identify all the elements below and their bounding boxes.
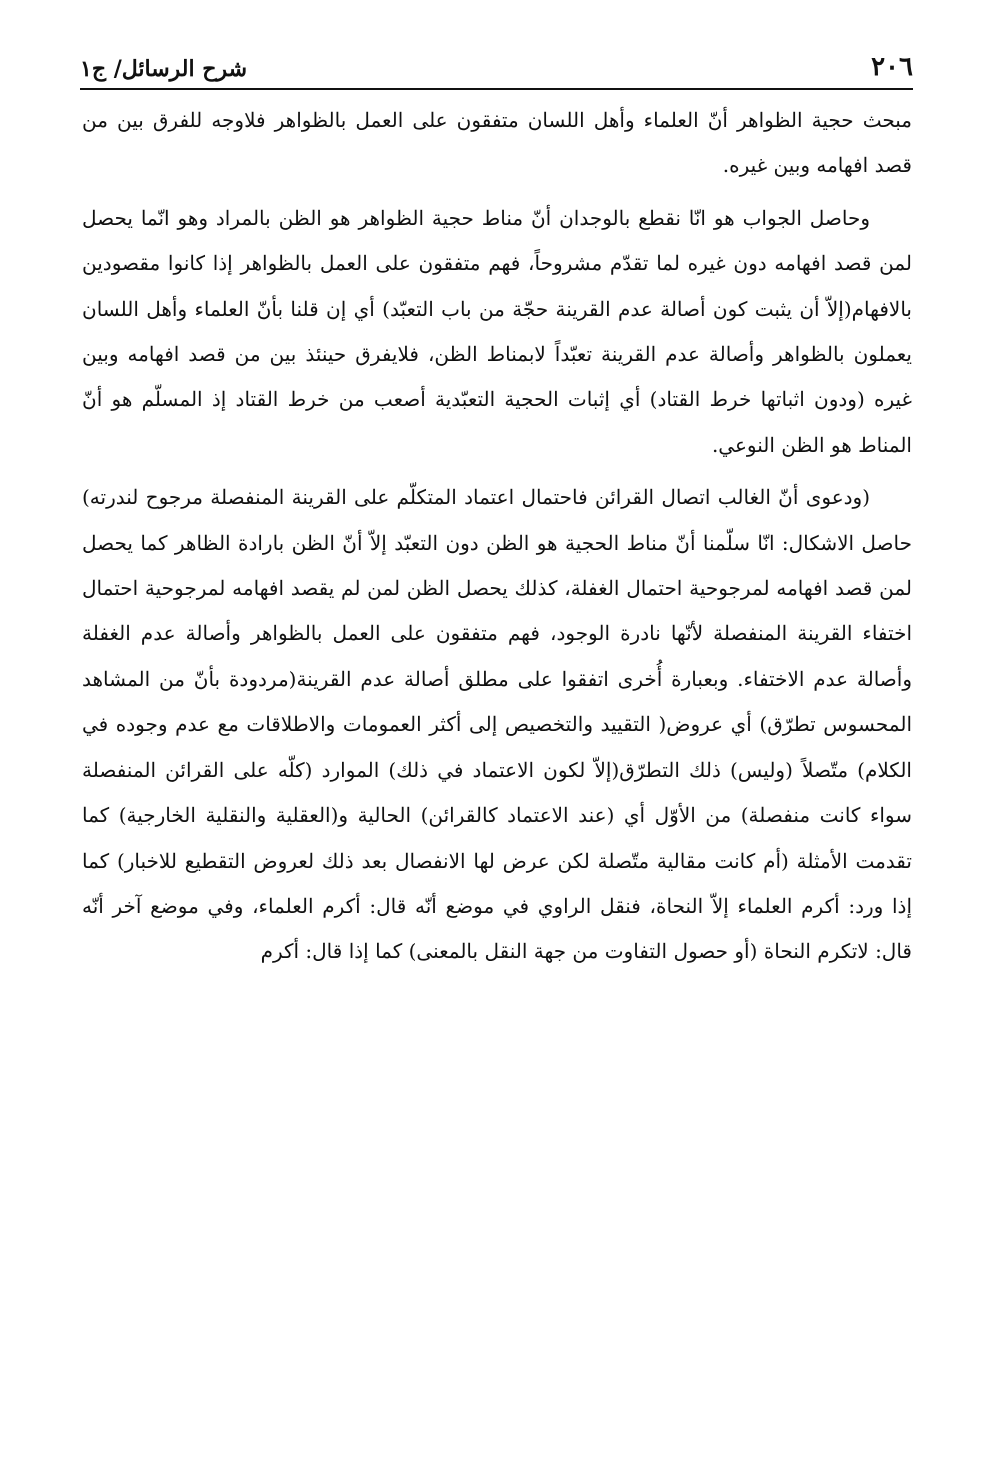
header-divider: [80, 88, 913, 90]
body-text: [82, 98, 912, 975]
page-number: ٢٠٦: [871, 52, 913, 82]
paragraph-3: (ودعوى أنّ الغالب اتصال القرائن فاحتمال اعتماد المتكلّم على القرينة المنفصلة مرجوح لندرته) حاصل الاشكال: انّا سلّمنا أنّ مناط الحجية هو الظن دون التعبّد إلاّ أنّ الظن بارادة الظاهر كما يحصل لمن قصد افهامه لمرجوحية احتمال الغفلة، كذلك يحصل الظن لمن لم يقصد افهامه لمرجوحية احتمال اختفاء القرينة المنفصلة لأنّها نادرة الوجود، فهم متفقون على العمل بالظواهر وأصالة عدم الغفلة وأصالة عدم الاختفاء. وبعبارة أُخرى اتفقوا على مطلق أصالة عدم القرينة(مردودة بأنّ من المشاهد المحسوس تطرّق) أي عروض( التقييد والتخصيص إلى أكثر العمومات والاطلاقات مع عدم وجوده في الكلام) متّصلاً (وليس) ذلك التطرّق(إلاّ لكون الاعتماد في ذلك) الموارد (كلّه على القرائن المنفصلة سواء كانت منفصلة) من الأوّل أي (عند الاعتماد كالقرائن) الحالية و(العقلية والنقلية الخارجية) كما تقدمت الأمثلة (أم كانت مقالية متّصلة لكن عرض لها الانفصال بعد ذلك لعروض التقطيع للاخبار) كما إذا ورد: أكرم العلماء إلاّ النحاة، فنقل الراوي في موضع أنّه قال: أكرم العلماء، وفي موضع آخر أنّه قال: لاتكرم النحاة (أو حصول التفاوت من جهة النقل بالمعنى) كما إذا قال: أكرم: [82, 485, 912, 964]
running-title: شرح الرسائل/ ج١: [80, 56, 248, 82]
paragraph-2: وحاصل الجواب هو انّا نقطع بالوجدان أنّ مناط حجية الظواهر هو الظن بالمراد وهو انّما يحصل لمن قصد افهامه دون غيره لما تقدّم مشروحاً، فهم متفقون على العمل بالظواهر إذا كانوا مقصودين بالافهام(إلاّ أن يثبت كون أصالة عدم القرينة حجّة من باب التعبّد) أي إن قلنا بأنّ العلماء وأهل اللسان يعملون بالظواهر وأصالة عدم القرينة تعبّداً لابمناط الظن، فلايفرق حينئذ بين من قصد افهامه وبين غيره (ودون اثباتها خرط القتاد) أي إثبات الحجية التعبّدية أصعب من خرط القتاد إذ المسلّم هو أنّ المناط هو الظن النوعي.: [82, 205, 912, 457]
paragraph-1: مبحث حجية الظواهر أنّ العلماء وأهل اللسان متفقون على العمل بالظواهر فلاوجه للفرق بين من قصد افهامه وبين غيره.: [82, 108, 912, 178]
page-header: [80, 38, 913, 82]
